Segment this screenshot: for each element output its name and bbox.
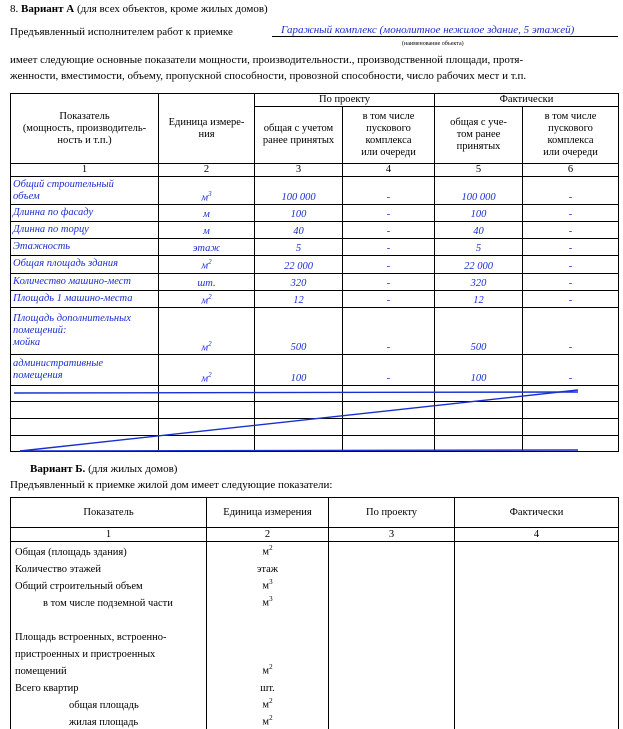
col-number: 3 [255,164,343,177]
actual_launch-value: - [523,290,619,308]
col-number: 3 [329,528,455,542]
indicator-name: помещений [11,661,207,678]
column-number-row [11,528,619,542]
table-row [11,559,619,576]
project-value[interactable] [329,610,455,644]
launch-value: - [343,290,435,308]
launch-value: - [343,177,435,205]
actual-value[interactable] [455,576,619,593]
indicator-name: Длинна по фасаду [11,205,159,222]
project-value: 5 [255,239,343,256]
unit-cell [207,644,329,661]
project-value: 500 [255,308,343,355]
project-value[interactable] [329,576,455,593]
actual_launch-value: - [523,222,619,239]
actual-value[interactable] [455,542,619,559]
actual_launch-value: - [523,273,619,290]
launch-value: - [343,222,435,239]
variant-a-scope: (для всех объектов, кроме жилых домов) [76,3,268,15]
variant-a-title: Вариант А [21,3,75,15]
project-value: 12 [255,290,343,308]
header-indicator: Показатель (мощность, производитель- ность и т.п.) [11,94,159,164]
launch-value: - [343,239,435,256]
header-total-project: общая с учетом ранее принятых [255,107,343,164]
table-row [11,610,619,644]
unit-cell: $м^2$ [207,695,329,712]
unit-cell: $м^2$ [159,308,255,355]
actual_launch-value: - [523,239,619,256]
launch-value: - [343,355,435,386]
indicator-name: Общий строительный объем [11,177,159,205]
indicator-name: Общая площадь здания [11,256,159,274]
actual-value[interactable] [455,695,619,712]
indicators-paragraph-1: имеет следующие основные показатели мощности, производительности., производственной площади, протя- [10,54,524,66]
project-value: 320 [255,273,343,290]
variant-b-title: Вариант Б. [30,463,86,475]
indicator-name: Этажность [11,239,159,256]
variant-b-heading [30,463,177,475]
indicator-name: Общий строительный объем [11,576,207,593]
indicator-name: Общая (площадь здания) [11,542,207,559]
project-value[interactable] [329,593,455,610]
indicator-name: Площадь 1 машино-места [11,290,159,308]
col-number: 1 [11,528,207,542]
actual-value[interactable] [455,678,619,695]
presented-label: Предъявленный исполнителем работ к приемке [10,26,233,38]
object-name-caption: (наименование объекта) [402,41,464,47]
table-row [11,712,619,729]
table-row [11,593,619,610]
unit-cell: $м^2$ [159,355,255,386]
unit-cell: $м^2$ [207,542,329,559]
actual-value: 100 [435,205,523,222]
indicator-name: Количество этажей [11,559,207,576]
unit-cell: $м^2$ [159,256,255,274]
indicator-name: административные помещения [11,355,159,386]
unit-cell: этаж [207,559,329,576]
launch-value: - [343,256,435,274]
project-value: 100 [255,205,343,222]
actual-value: 5 [435,239,523,256]
table-row [11,678,619,695]
unit-cell: $м^2$ [207,712,329,729]
project-value[interactable] [329,678,455,695]
variant-b-intro: Предъявленный к приемке жилой дом имеет следующие показатели: [10,479,333,491]
header-total-actual: общая с уче- том ранее принятых [435,107,523,164]
table-row [11,542,619,559]
actual-value[interactable] [455,644,619,661]
actual_launch-value: - [523,256,619,274]
actual_launch-value: - [523,205,619,222]
actual-value[interactable] [455,661,619,678]
header-actual: Фактически [435,94,619,107]
project-value[interactable] [329,644,455,661]
actual_launch-value: - [523,177,619,205]
indicators-paragraph-2: женности, вместимости, объему, пропускной способности, провозной способности, число рабочих мест и т.п. [10,70,527,82]
header-unit: Единица измерения [207,498,329,528]
actual-value: 320 [435,273,523,290]
table-row [11,576,619,593]
project-value[interactable] [329,559,455,576]
table-row [11,644,619,661]
header-launch-actual: в том числе пускового комплекса или очереди [523,107,619,164]
project-value: 100 [255,355,343,386]
header-by-project: По проекту [255,94,435,107]
indicator-name: пристроенных и пристроенных [11,644,207,661]
actual-value[interactable] [455,712,619,729]
actual-value[interactable] [455,593,619,610]
header-indicator: Показатель [11,498,207,528]
unit-cell: шт. [159,273,255,290]
col-number: 1 [11,164,159,177]
unit-cell: $м^2$ [207,661,329,678]
indicator-name: общая площадь [11,695,207,712]
unit-cell: $м^3$ [159,177,255,205]
indicator-name: Всего квартир [11,678,207,695]
section-number: 8. [10,3,19,15]
unit-cell: м [159,222,255,239]
indicator-name: жилая площадь [11,712,207,729]
unit-cell: этаж [159,239,255,256]
actual_launch-value: - [523,308,619,355]
header-by-project: По проекту [329,498,455,528]
indicator-name: Длинна по торцу [11,222,159,239]
indicator-name: в том числе подземной части [11,593,207,610]
indicator-name: Количество машино-мест [11,273,159,290]
table-row [11,695,619,712]
col-number: 2 [159,164,255,177]
actual-value: 12 [435,290,523,308]
col-number: 2 [207,528,329,542]
unit-cell: м [159,205,255,222]
indicator-name: Площадь дополнительных помещений: мойка [11,308,159,355]
col-number: 4 [343,164,435,177]
variant-b-scope: (для жилых домов) [88,463,178,475]
actual_launch-value: - [523,355,619,386]
unit-cell: $м^3$ [207,576,329,593]
col-number: 6 [523,164,619,177]
object-name-value: Гаражный комплекс (монолитное нежилое здание, 5 этажей) [281,24,575,36]
actual-value[interactable] [455,610,619,644]
table-row [11,661,619,678]
launch-value: - [343,308,435,355]
actual-value: 100 [435,355,523,386]
col-number: 4 [455,528,619,542]
actual-value: 22 000 [435,256,523,274]
project-value: 22 000 [255,256,343,274]
actual-value: 100 000 [435,177,523,205]
unit-cell: $м^3$ [207,593,329,610]
col-number: 5 [435,164,523,177]
project-value: 100 000 [255,177,343,205]
actual-value[interactable] [455,559,619,576]
table-variant-b [10,497,619,729]
header-unit: Единица измере- ния [159,94,255,164]
unit-cell: $м^2$ [159,290,255,308]
header-launch-project: в том числе пускового комплекса или очереди [343,107,435,164]
actual-value: 40 [435,222,523,239]
launch-value: - [343,273,435,290]
launch-value: - [343,205,435,222]
project-value[interactable] [329,712,455,729]
header-actual: Фактически [455,498,619,528]
indicator-name: Площадь встроенных, встроенно- [11,610,207,644]
project-value[interactable] [329,542,455,559]
actual-value: 500 [435,308,523,355]
project-value[interactable] [329,695,455,712]
unit-cell: шт. [207,678,329,695]
project-value: 40 [255,222,343,239]
project-value[interactable] [329,661,455,678]
unit-cell [207,610,329,644]
